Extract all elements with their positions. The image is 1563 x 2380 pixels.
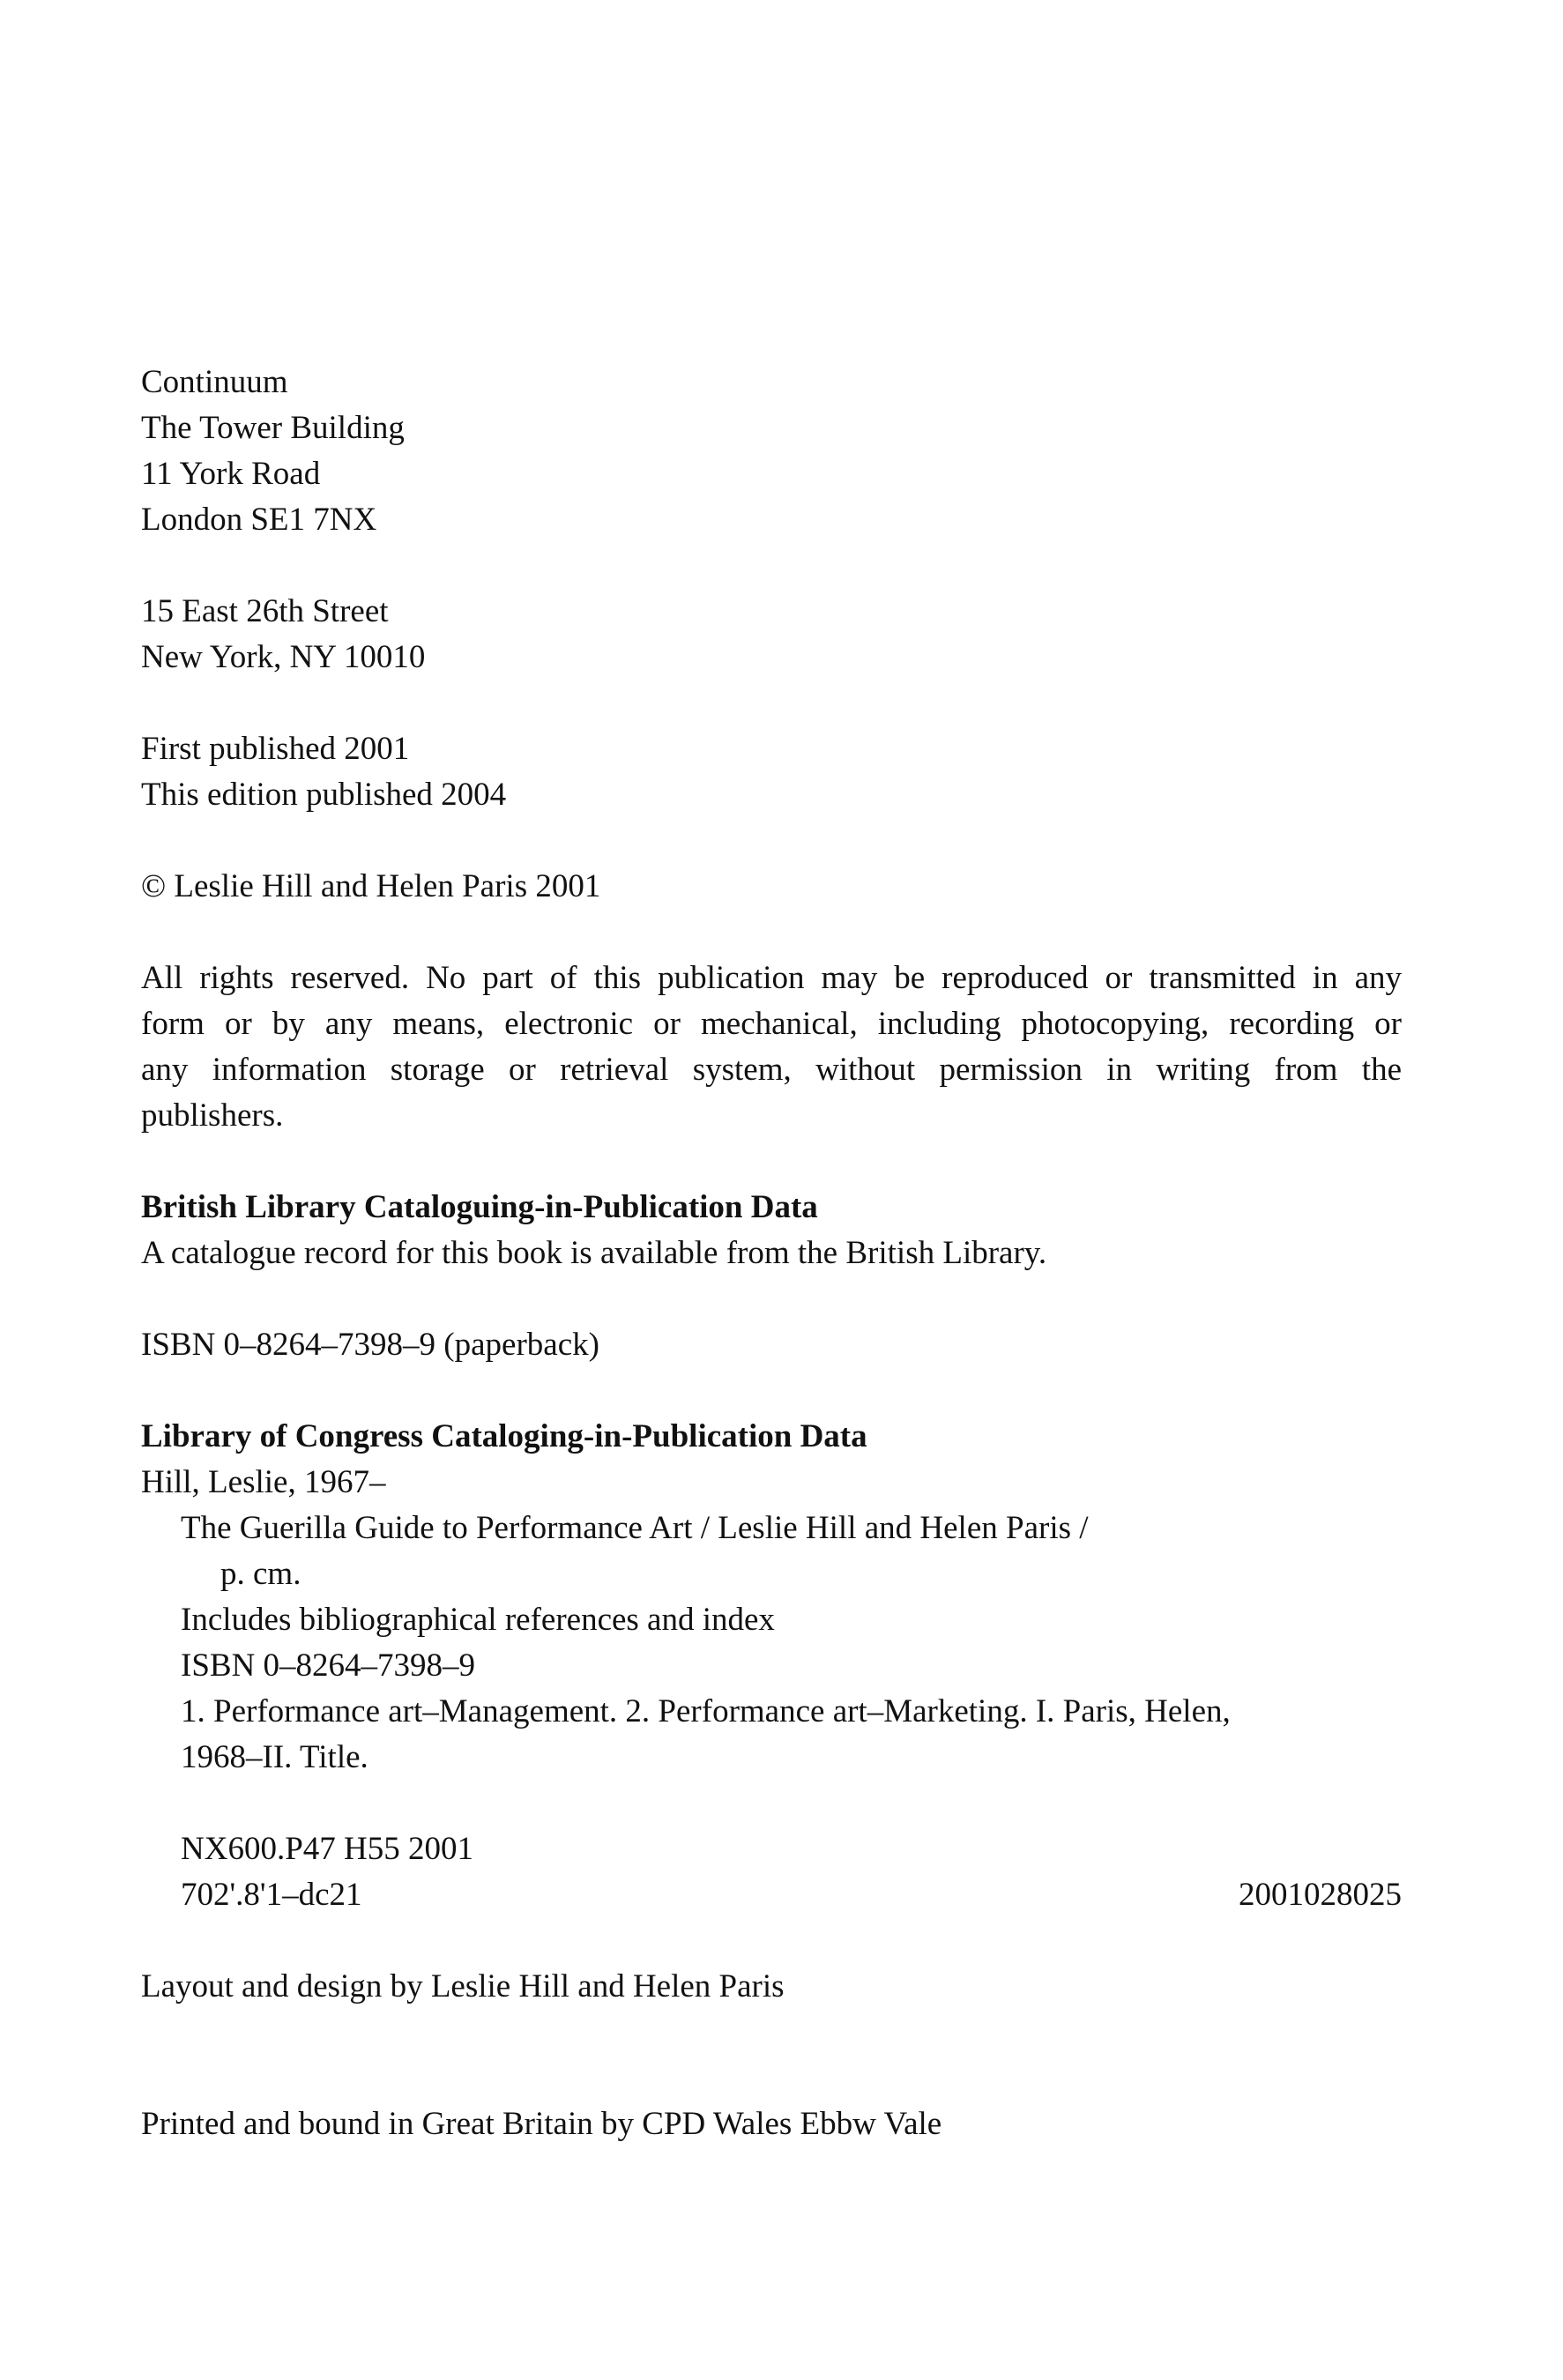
loc-pages: p. cm. [220,1556,301,1592]
copyright-page [141,0,1402,2380]
loc-dewey: 702'.8'1–dc21 [181,1877,362,1913]
loc-includes: Includes bibliographical references and index [181,1602,775,1638]
loc-title: The Guerilla Guide to Performance Art / Leslie Hill and Helen Paris / [181,1510,1089,1546]
printer-credit: Printed and bound in Great Britain by CPD Wales Ebbw Vale [141,2106,942,2142]
rights-text-line: any information storage or retrieval system, without permission in writing from the [141,1052,1402,1088]
publisher-name: Continuum [141,364,288,400]
loc-record-number: 2001028025 [1239,1877,1402,1913]
publisher-address-line: 11 York Road [141,456,321,492]
rights-text-line: form or by any means, electronic or mechanical, including photocopying, recording or [141,1006,1402,1042]
loc-subjects: 1. Performance art–Management. 2. Performance art–Marketing. I. Paris, Helen, [181,1693,1231,1729]
loc-dewey-row [181,1872,1402,1918]
british-library-text: A catalogue record for this book is available from the British Library. [141,1235,1047,1271]
us-address-line: 15 East 26th Street [141,593,389,629]
british-library-heading: British Library Cataloguing-in-Publication Data [141,1189,818,1225]
loc-classification: NX600.P47 H55 2001 [181,1831,473,1867]
loc-author: Hill, Leslie, 1967– [141,1464,386,1500]
rights-text-line: publishers. [141,1097,284,1134]
publisher-address-line: The Tower Building [141,410,405,446]
loc-isbn: ISBN 0–8264–7398–9 [181,1647,476,1684]
us-address-line: New York, NY 10010 [141,639,426,675]
layout-credit: Layout and design by Leslie Hill and Helen Paris [141,1968,785,2004]
isbn-paperback: ISBN 0–8264–7398–9 (paperback) [141,1327,599,1363]
rights-text-line: All rights reserved. No part of this publication may be reproduced or transmitted in any [141,960,1402,996]
first-published: First published 2001 [141,731,410,767]
copyright-notice: © Leslie Hill and Helen Paris 2001 [141,868,601,904]
edition-published: This edition published 2004 [141,777,507,813]
loc-heading: Library of Congress Cataloging-in-Publication Data [141,1418,867,1454]
loc-subjects-continued: 1968–II. Title. [181,1739,368,1775]
publisher-address-line: London SE1 7NX [141,502,377,538]
